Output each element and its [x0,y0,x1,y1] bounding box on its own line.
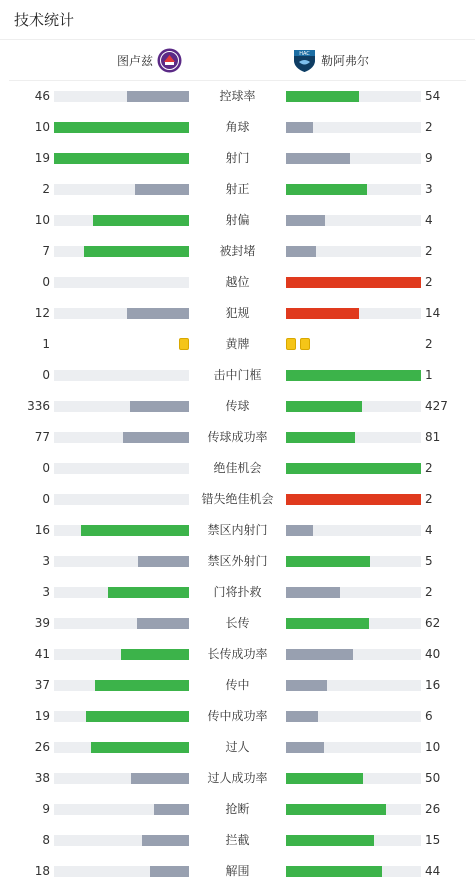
away-stat-bar-fill [286,463,421,474]
home-stat-value: 0 [42,275,50,289]
stat-row [0,236,475,267]
home-yellow-cards [179,338,189,351]
home-stat-value: 16 [34,523,50,537]
away-stat-bar-fill [286,866,382,877]
home-stat-bar-track [54,215,189,226]
stat-label: 解围 [225,864,250,878]
home-stat-bar-fill [142,835,189,846]
away-stat-bar-track [286,773,421,784]
away-stat-bar-track [286,711,421,722]
away-stat-bar-fill [286,308,359,319]
le-havre-crest-icon [292,48,317,73]
home-stat-value: 46 [34,89,50,103]
home-stat-bar-track [54,122,189,133]
away-stat-value: 50 [425,771,441,785]
home-stat-bar-fill [127,91,189,102]
away-stat-bar-fill [286,711,318,722]
home-stat-bar-track [54,649,189,660]
away-stat-bar-fill [286,494,421,505]
away-stat-bar-track [286,866,421,877]
yellow-card-icon [300,338,310,350]
home-stat-value: 41 [34,647,50,661]
away-stat-bar-fill [286,370,421,381]
stat-label: 传球 [225,399,250,413]
away-stat-bar-track [286,556,421,567]
home-stat-value: 19 [34,709,50,723]
stat-row [0,298,475,329]
home-stat-bar-track [54,711,189,722]
away-stat-bar-track [286,122,421,133]
home-stat-bar-fill [137,618,189,629]
stat-label: 过人成功率 [207,771,268,785]
away-stat-bar-fill [286,122,313,133]
home-stat-bar-fill [54,122,189,133]
home-stat-bar-fill [86,711,189,722]
section-title-text: 技术统计 [14,11,75,29]
stat-label: 击中门框 [213,368,262,382]
stat-label: 射门 [225,151,250,165]
home-stat-bar-track [54,401,189,412]
away-crest-text: HAC [299,50,310,57]
away-stat-bar-track [286,184,421,195]
home-stat-bar-fill [123,432,189,443]
away-stat-bar-track [286,618,421,629]
away-stat-value: 9 [425,151,433,165]
away-stat-bar-track [286,649,421,660]
stat-label: 犯规 [225,306,250,320]
home-stat-bar-track [54,618,189,629]
home-stat-bar-fill [54,153,189,164]
away-stat-bar-track [286,835,421,846]
away-stat-value: 2 [425,244,433,258]
home-stat-bar-fill [95,680,189,691]
home-stat-value: 10 [34,120,50,134]
stat-label: 拦截 [225,833,250,847]
home-stat-value: 1 [42,337,50,351]
stat-row [0,763,475,794]
stat-row [0,732,475,763]
home-stat-bar-track [54,556,189,567]
away-stat-value: 2 [425,120,433,134]
stat-row [0,391,475,422]
teams-header [9,40,466,81]
away-stat-bar-fill [286,401,362,412]
home-stat-bar-track [54,835,189,846]
away-stat-bar-fill [286,91,359,102]
away-stat-bar-track [286,215,421,226]
stat-row [0,670,475,701]
home-stat-value: 26 [34,740,50,754]
away-stat-value: 40 [425,647,441,661]
away-stat-bar-fill [286,215,325,226]
home-stat-value: 9 [42,802,50,816]
home-stat-bar-fill [93,215,189,226]
section-title [0,0,475,40]
away-stat-value: 14 [425,306,441,320]
away-stat-bar-fill [286,587,340,598]
stat-row [0,825,475,856]
home-stat-value: 12 [34,306,50,320]
away-stat-bar-fill [286,649,353,660]
home-stat-bar-track [54,308,189,319]
stat-label: 角球 [225,120,250,134]
stat-label: 禁区内射门 [207,523,268,537]
stat-label: 射正 [225,182,250,196]
home-stat-bar-fill [135,184,189,195]
away-stat-bar-track [286,277,421,288]
away-stat-value: 3 [425,182,433,196]
away-stat-value: 2 [425,337,433,351]
stat-row [0,453,475,484]
home-stat-bar-track [54,494,189,505]
home-stat-bar-track [54,277,189,288]
away-stat-value: 10 [425,740,441,754]
home-stat-bar-track [54,742,189,753]
away-stat-value: 6 [425,709,433,723]
stat-label: 长传 [225,616,250,630]
home-stat-bar-track [54,804,189,815]
away-stat-bar-track [286,432,421,443]
stat-label: 绝佳机会 [213,461,262,475]
away-stat-bar-track [286,525,421,536]
away-stat-bar-fill [286,556,370,567]
away-stat-bar-track [286,308,421,319]
stat-label: 传中成功率 [207,709,268,723]
stat-row [0,484,475,515]
away-stat-bar-fill [286,184,367,195]
stat-row [0,205,475,236]
stat-row [0,577,475,608]
away-stat-bar-track [286,370,421,381]
away-stat-bar-track [286,804,421,815]
away-stat-value: 16 [425,678,441,692]
away-stat-value: 44 [425,864,441,878]
home-stat-value: 39 [34,616,50,630]
home-stat-value: 336 [27,399,50,413]
away-stat-bar-fill [286,246,316,257]
home-stat-value: 19 [34,151,50,165]
away-stat-bar-fill [286,804,386,815]
home-stat-bar-fill [130,401,189,412]
stat-label: 被封堵 [219,244,256,258]
toulouse-crest-icon [157,48,182,73]
home-stat-bar-track [54,463,189,474]
home-stat-value: 0 [42,461,50,475]
stat-label: 传球成功率 [207,430,268,444]
stat-label: 错失绝佳机会 [201,492,274,506]
stat-row [0,639,475,670]
stat-label: 黄牌 [225,337,250,351]
home-stat-bar-fill [121,649,189,660]
home-team-name: 图卢兹 [116,53,153,68]
home-stat-bar-fill [138,556,189,567]
away-stat-bar-fill [286,742,324,753]
stat-row [0,701,475,732]
away-stat-bar-track [286,153,421,164]
stat-label: 过人 [225,740,250,754]
home-stat-value: 18 [34,864,50,878]
stat-row [0,112,475,143]
away-stat-value: 4 [425,523,433,537]
stat-label: 抢断 [225,802,250,816]
away-stat-bar-fill [286,618,369,629]
home-stat-value: 0 [42,368,50,382]
away-team[interactable] [292,40,369,80]
home-stat-bar-track [54,866,189,877]
away-stat-bar-track [286,587,421,598]
away-stat-bar-track [286,246,421,257]
away-stat-bar-fill [286,773,363,784]
away-stat-bar-track [286,91,421,102]
home-stat-bar-fill [127,308,189,319]
home-stat-bar-fill [81,525,189,536]
home-stat-value: 37 [34,678,50,692]
away-stat-bar-fill [286,432,355,443]
stat-row [0,608,475,639]
away-stat-bar-fill [286,835,374,846]
stat-row [0,856,475,887]
home-stat-value: 8 [42,833,50,847]
away-stat-bar-track [286,680,421,691]
away-stat-value: 427 [425,399,448,413]
home-stat-bar-track [54,525,189,536]
home-stat-bar-track [54,184,189,195]
stat-row [0,329,475,360]
stat-row [0,81,475,112]
stat-label: 射偏 [225,213,250,227]
stat-label: 禁区外射门 [207,554,268,568]
home-stat-bar-track [54,370,189,381]
stat-label: 传中 [225,678,250,692]
away-stat-value: 2 [425,275,433,289]
home-stat-bar-track [54,432,189,443]
home-stat-value: 3 [42,554,50,568]
away-stat-value: 2 [425,585,433,599]
away-stat-value: 15 [425,833,441,847]
away-stat-bar-track [286,494,421,505]
home-stat-bar-fill [131,773,189,784]
home-stat-bar-track [54,680,189,691]
home-stat-bar-track [54,773,189,784]
away-stat-value: 1 [425,368,433,382]
stat-label: 控球率 [219,89,256,103]
away-stat-value: 54 [425,89,441,103]
home-stat-value: 7 [42,244,50,258]
away-team-name: 勒阿弗尔 [321,53,370,68]
away-stat-value: 81 [425,430,441,444]
yellow-card-icon [179,338,189,350]
stat-label: 越位 [225,275,250,289]
home-stat-bar-fill [108,587,189,598]
stat-label: 门将扑救 [213,585,262,599]
home-team[interactable] [117,40,182,80]
stat-row [0,174,475,205]
stat-label: 长传成功率 [207,647,268,661]
home-stat-bar-fill [84,246,189,257]
away-stat-value: 26 [425,802,441,816]
away-stat-bar-fill [286,153,350,164]
stat-row [0,546,475,577]
away-yellow-cards [286,338,310,351]
away-stat-bar-fill [286,277,421,288]
home-stat-bar-fill [91,742,189,753]
stat-row [0,422,475,453]
home-stat-bar-track [54,246,189,257]
home-stat-bar-track [54,587,189,598]
home-stat-bar-track [54,91,189,102]
home-stat-value: 0 [42,492,50,506]
away-stat-value: 62 [425,616,441,630]
away-stat-bar-fill [286,525,313,536]
away-stat-value: 2 [425,492,433,506]
away-stat-value: 4 [425,213,433,227]
stats-list [0,81,475,887]
away-stat-bar-fill [286,680,327,691]
away-stat-bar-track [286,742,421,753]
home-stat-bar-fill [154,804,189,815]
stat-row [0,360,475,391]
home-stat-value: 3 [42,585,50,599]
away-stat-bar-track [286,463,421,474]
home-stat-bar-track [54,153,189,164]
stat-row [0,515,475,546]
home-stat-value: 10 [34,213,50,227]
home-stat-bar-fill [150,866,189,877]
stat-row [0,267,475,298]
home-stat-value: 77 [34,430,50,444]
stat-row [0,794,475,825]
away-stat-value: 2 [425,461,433,475]
away-stat-value: 5 [425,554,433,568]
stat-row [0,143,475,174]
home-stat-value: 38 [34,771,50,785]
home-stat-value: 2 [42,182,50,196]
away-stat-bar-track [286,401,421,412]
yellow-card-icon [286,338,296,350]
